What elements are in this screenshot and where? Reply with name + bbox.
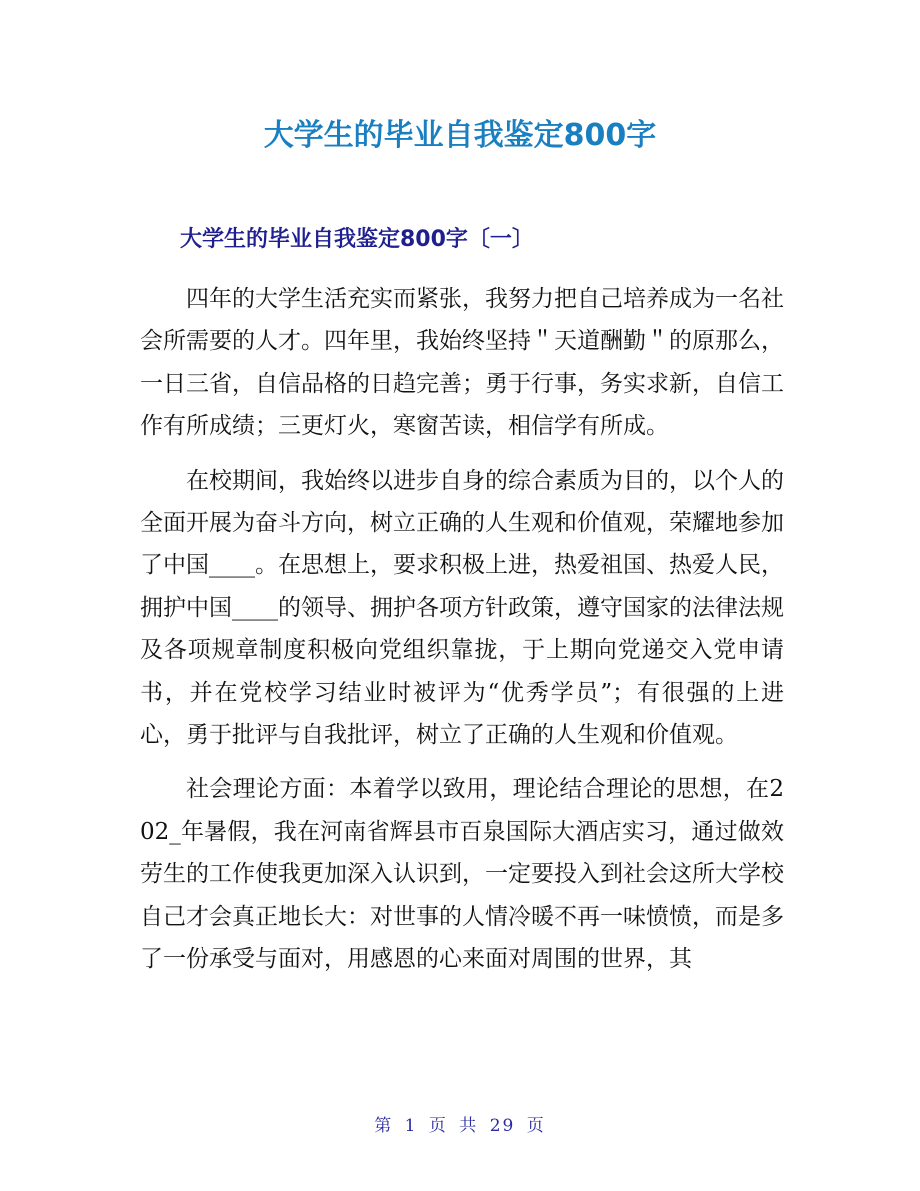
page-footer: 第 1 页 共 29 页 <box>374 1116 546 1136</box>
document-title: 大学生的毕业自我鉴定800字 <box>263 118 657 153</box>
paragraph-2: 在校期间，我始终以进步自身的综合素质为目的，以个人的全面开展为奋斗方向，树立正确的人生观和价值观，荣耀地参加了中国____。在思想上，要求积极上进，热爱祖国、热爱人民，拥护中国____的领导、拥护各项方针政策，遵守国家的法律法规及各项规章制度积极向党组织靠拢，于上期向党递交入党申请书，并在党校学习结业时被评为“优秀学员”；有很强的上进心，勇于批评与自我批评，树立了正确的人生观和价值观。 <box>140 467 784 749</box>
body-text <box>140 278 784 993</box>
section-heading: 大学生的毕业自我鉴定800字〔一〕 <box>180 227 534 252</box>
paragraph-3: 社会理论方面：本着学以致用，理论结合理论的思想，在202_年暑假，我在河南省辉县市百泉国际大酒店实习，通过做效劳生的工作使我更加深入认识到，一定要投入到社会这所大学校自己才会真正地长大：对世事的人情冷暖不再一味愤愤，而是多了一份承受与面对，用感恩的心来面对周围的世界，其 <box>140 776 784 973</box>
paragraph-1: 四年的大学生活充实而紧张，我努力把自己培养成为一名社会所需要的人才。四年里，我始终坚持＂天道酬勤＂的原那么，一日三省，自信品格的日趋完善；勇于行事，务实求新，自信工作有所成绩；三更灯火，寒窗苦读，相信学有所成。 <box>140 286 784 440</box>
